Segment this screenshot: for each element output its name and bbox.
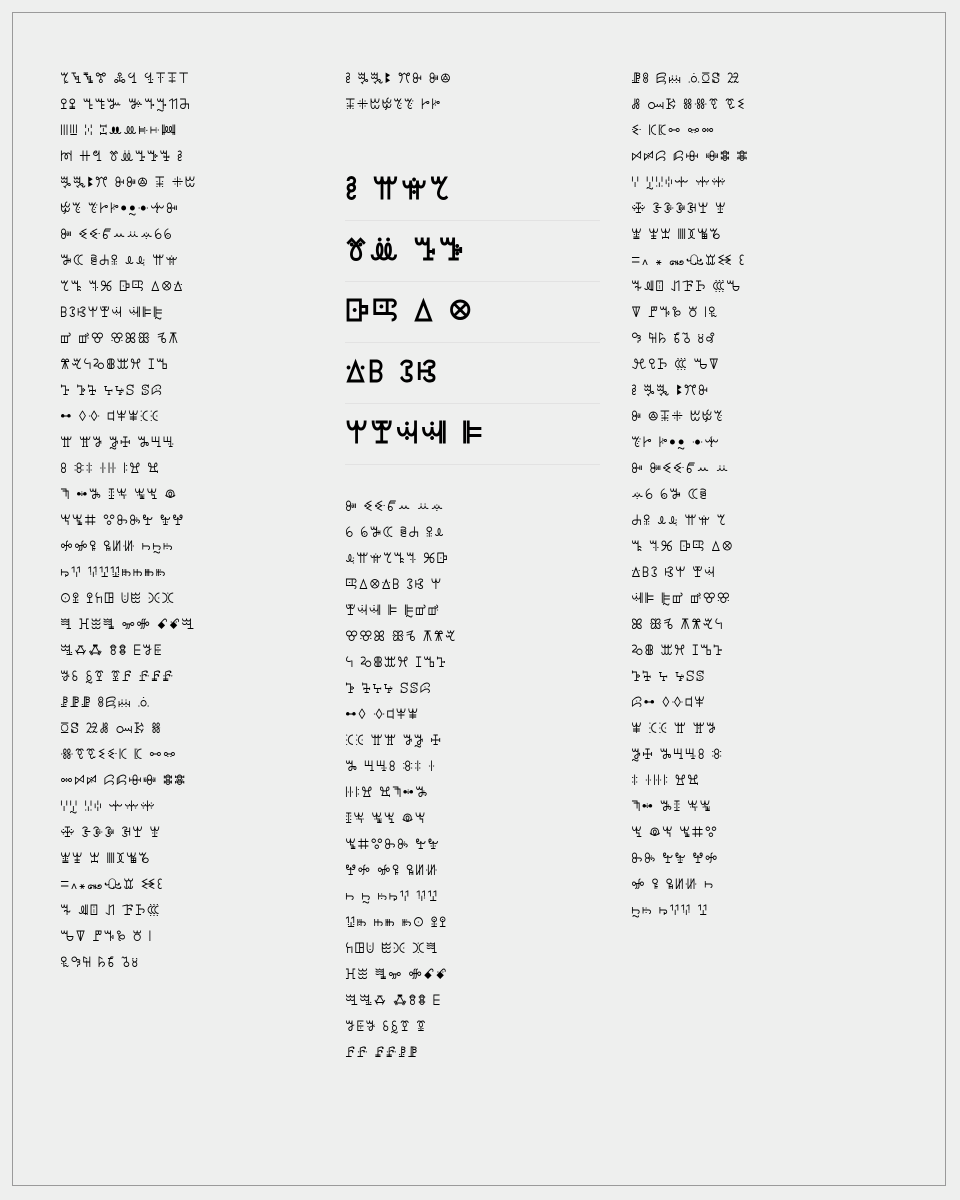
text-line: ꖁ ꖂꖃ ꖄꖅ ꖆꖇꖈ — [60, 435, 176, 451]
text-line: ꕹ ꕺꕻ ꕼꕽꕾꕿꖀ — [60, 409, 160, 425]
text-line: ꘌ꘍꘎꘏ꘐꘑ ꘒꘓ — [60, 877, 165, 893]
text-line: ꖋ ꖌꖍꖎ ꖏꖐ — [631, 773, 700, 789]
text-line: ꕖꕗꕘ ꕙꕚ ꕛꕜ — [631, 565, 716, 581]
text-line: ꗾ ꗿꘀꘁꘂꘃ ꘄ — [631, 201, 727, 217]
text-line: ꗥꗦꗧꗨꗩꗪ ꗫ ꗬꗭ — [60, 747, 177, 763]
text-line: ꔟ ꔠꔡ ꔢꔣꔤꔥꔦ ꔧ — [60, 149, 184, 165]
text-line: ꕠ ꕡꕢ ꕣꕤꕥ ꕦꕧ — [60, 331, 180, 347]
text-line: ꖑ ꖒꖓ ꖔꖕ ꖖꖗ ꖘ — [60, 487, 178, 503]
text-line: ꖡꖢ ꖣꖤ ꖥꖦꖧ — [345, 863, 439, 879]
text-line: ꖽ ꖾꖿꗀ ꗁꗂ ꗃꗄꗅ — [60, 617, 196, 633]
display-line: ꔢꔣ ꔤꔥ — [345, 221, 600, 282]
text-line: ꖚꖛꖜꖝꖞ ꖟꖠ — [345, 837, 440, 853]
text-line: ꗅꗆꗇ ꗈꗉꗊ ꗋ — [345, 993, 442, 1009]
text-line: ꔧ ꔨꔩ ꔪꔫꔬ — [631, 383, 710, 399]
text-line: ꖙꖚꖛ ꖜꖝꖞꖟ ꖠꖡ — [60, 513, 185, 529]
text-line: ꗞꗟ ꗠꗡ ꗢꗣ ꗤ — [60, 721, 163, 737]
text-line: ꘅ ꘆꘇ ꘈꘉꘊꘋ — [631, 227, 722, 243]
text-line: ꔻ ꔼꔽꔾꔿꕀ ꕁ — [631, 461, 730, 477]
text-line: ꖢꖣꖤ ꖥꖦꖧ ꖨꖩꖪ — [60, 539, 175, 555]
text-line: ꗩ ꗪꗫꗬ ꗭꗮ — [631, 123, 716, 139]
text-line: ꔯꔰꔱꔲꔳꔴ ꔵꔶ — [345, 97, 442, 113]
middle-text-column-bottom — [345, 494, 600, 1066]
text-line: ꘔꘕꘖ ꘗꘘꘙ ꘚꘛ — [631, 279, 742, 295]
text-line: ꔌꔍ ꔎꔏꔐ ꔑꔒꔓꔔꔕ — [60, 97, 191, 113]
text-line: ꔂꔃꔄꔅ ꔆꔇ ꔈꔉꔊꔋ — [60, 71, 190, 87]
text-line: ꖔꖕ ꖖꖗ ꖘꖙ — [345, 811, 427, 827]
text-line: ꗆꗇꗈ ꗉꗊ ꗋꗌꗍ — [60, 643, 163, 659]
text-line: ꗎꗏ ꗐꗑ ꗒꗓ ꗔꗕꗖ — [60, 669, 175, 685]
text-line: ꕛꕜꕝ ꕞ ꕟꕠꕡ — [345, 603, 441, 619]
text-line: ꖣ ꖤ ꖥꖦꖧ ꖨ — [631, 877, 715, 893]
text-line: ꔖꔗ ꔘ ꔙꔚꔛꔜꔝꔞ — [60, 123, 178, 139]
display-line: ꔧ ꕌꕍꕎ — [345, 160, 600, 221]
text-line: ꔭ ꔮꔯꔰ ꔱꔲꔳ — [631, 409, 724, 425]
text-line: ꕏ ꕐꕑ ꕒꕓ ꕔꕕ — [631, 539, 734, 555]
text-line: ꕾ ꕿꖀ ꖁ ꖂꖃ — [631, 721, 717, 737]
text-line: ꘪꘫꘙ ꘚ ꘛꘜ — [631, 357, 720, 373]
text-line: ꖍꖎꖏ ꖐꖑꖒꖓ — [345, 785, 429, 801]
text-line: ꘌ꘍ ꘎ ꘏ꘐꘑꘒ ꘓ — [631, 253, 746, 269]
text-line: ꗮꗯꗰ ꗱꗲꗳꗴ ꗵꗶ — [60, 773, 187, 789]
text-line: ꖨ ꖩ ꖪꖫꖬ ꖭꖮ — [345, 889, 439, 905]
display-line: ꕒꕓ ꕔ ꕕ — [345, 282, 600, 343]
text-line: ꖫꖬ ꖭꖮꖯꖰꖱꖲꖳ — [60, 565, 167, 581]
text-line: ꘜ ꘝꘞꘟ ꘠ ꘡꘢ — [631, 305, 719, 321]
text-line: ꕫꕬ ꕭꕮ ꕯꕰꕱ — [631, 643, 724, 659]
text-line: ꕅꕆ ꕇꕈꕉ ꕊꕋ ꕌꕍ — [60, 253, 179, 269]
text-line: ꔴꔵ ꔶꔷꔸ ꔹꔺ — [631, 435, 721, 451]
text-line: ꕎꕏ ꕐꕑ ꕒꕓ ꕔꕕꕖ — [60, 279, 184, 295]
middle-text-column-top — [345, 66, 600, 118]
text-line: ꖝꖞ ꖟꖠ ꖡꖢ — [631, 851, 719, 867]
text-line: ꖆ ꖇꖈꖉ ꖊꖋ ꖌ — [345, 759, 437, 775]
text-line: ꗌꗍꗎ ꗏꗐꗑ ꗒ — [345, 1019, 427, 1035]
text-line: ꖯꖰ ꖱꖲ ꖳꖴ ꖵꖶ — [345, 915, 448, 931]
text-line: ꗯꗰꗱ ꗲꗳ ꗴꗵ ꗶ — [631, 149, 749, 165]
text-line: ꕃ ꕄꕅꕆ ꕇꕈ ꕉꕊ — [345, 525, 445, 541]
text-line: ꖴꖵ ꖶꖷꖸ ꖹꖺ ꖻꖼ — [60, 591, 176, 607]
text-line: ꗡ ꗢꗣ ꗤꗥꗦ ꗧꗨ — [631, 97, 746, 113]
display-heading-block — [345, 160, 600, 465]
text-line: ꕿꖀ ꖁꖂ ꖃꖄ ꖅ — [345, 733, 443, 749]
text-line: ꖉ ꖊꖋ ꖌꖍ ꖎꖏ ꖐ — [60, 461, 160, 477]
text-line: ꖄꖅ ꖆꖇꖈꖉ ꖊ — [631, 747, 724, 763]
text-line: ꕓꕔꕕꕖꕗ ꕘꕙ ꕚ — [345, 577, 443, 593]
text-line: ꔲꔳ ꔴꔵꔶꔷꔸꔹꔺꔻ — [60, 201, 179, 217]
text-line: ꗙꗚ ꗛꗜ ꗝꗞꗟ ꗠ — [631, 71, 741, 87]
text-line: ꗗꗘꗙ ꗚꗛꗜ ꗝ — [60, 695, 151, 711]
text-line: ꗓꗔ ꗕꗖꗗꗘ — [345, 1045, 419, 1061]
display-line: ꕚꕛꕜꕝ ꕞ — [345, 404, 600, 465]
text-line: ꗷꗸ ꗹꗺ ꗻꗼꗽ — [60, 799, 156, 815]
text-line: ꕲꕳ ꕴ ꕵꕶꕷ — [631, 669, 706, 685]
text-line: ꖾꖿ ꗀꗁ ꗂꗃꗄ — [345, 967, 448, 983]
text-line: ꕤ ꕥꕦ ꕧꕨꕩꕪ — [631, 617, 724, 633]
text-line: ꖗ ꖘꖙ ꖚꖛꖜ — [631, 825, 719, 841]
text-line: ꕸꕹ ꕺꕻꕼꕽ — [631, 695, 706, 711]
text-line: ꗾ ꗿꘀꘁ ꘂꘃ ꘄ — [60, 825, 162, 841]
text-line: ꔨꔩꔪꔫ ꔬꔭꔮ ꔯ ꔰꔱ — [60, 175, 197, 191]
text-line: ꗷ ꗸꗹꗺꗻ ꗼꗽ — [631, 175, 727, 191]
text-line: ꔧ ꔨꔩꔪ ꔫꔬ ꔭꔮ — [345, 71, 452, 87]
text-line: ꕪ ꕫꕬꕭꕮ ꕯꕰꕱ — [345, 655, 447, 671]
display-line: ꕖꕗ ꕘꕙ — [345, 343, 600, 404]
text-line: ꖷꖸꖹ ꖺꖻ ꖼꖽ — [345, 941, 439, 957]
text-line: ꕢꕣꕤ ꕥꕦ ꕧꕨꕩ — [345, 629, 457, 645]
text-line: ꔼ ꔽꔾꔿꕀꕁꕂꕃꕄ — [60, 227, 173, 243]
text-line: ꕈꕉ ꕊꕋ ꕌꕍ ꕎ — [631, 513, 728, 529]
text-line: ꕗꕘꕙꕚꕛꕜ ꕝꕞꕟ — [60, 305, 164, 321]
text-line: ꔼ ꔽꔾꔿꕀ ꕁꕂ — [345, 499, 445, 515]
text-line: ꘔ ꘕꘖ ꘗ ꘘꘙꘚ — [60, 903, 161, 919]
text-line: ꕝꕞ ꕟꕠ ꕡꕢꕣ — [631, 591, 732, 607]
text-line: ꘛꘜ ꘝꘞꘟ ꘠ ꘡ — [60, 929, 153, 945]
text-line: ꕱ ꕲꕳ ꕴꕵꕶ ꕷꕸ — [60, 383, 164, 399]
left-text-column — [60, 66, 318, 976]
text-line: ꘢꘣꘤ ꘥꘦ ꘧꘨ — [60, 955, 140, 971]
text-line: ꕨꕩꕪꕫꕬꕭꕮ ꕯꕰ — [60, 357, 169, 373]
right-text-column — [631, 66, 889, 924]
text-line: ꖩꖪ ꖫꖬꖭ ꖮ — [631, 903, 709, 919]
text-line: ꘅꘆ ꘇ ꘈꘉꘊꘋ — [60, 851, 151, 867]
text-line: ꘣ ꘤꘥ ꘦꘧ ꘨꘩ — [631, 331, 717, 347]
text-line: ꕹꕺ ꕻꕼꕽꕾ — [345, 707, 420, 723]
text-line: ꕂꕃ ꕄꕅ ꕆꕇ — [631, 487, 708, 503]
text-line: ꕲ ꕳꕴꕵ ꕶꕷꕸ — [345, 681, 432, 697]
text-line: ꖑꖒ ꖓꖔ ꖕꖖ — [631, 799, 712, 815]
text-line: ꕋꕌꕍꕎꕏꕐ ꕑꕒ — [345, 551, 449, 567]
